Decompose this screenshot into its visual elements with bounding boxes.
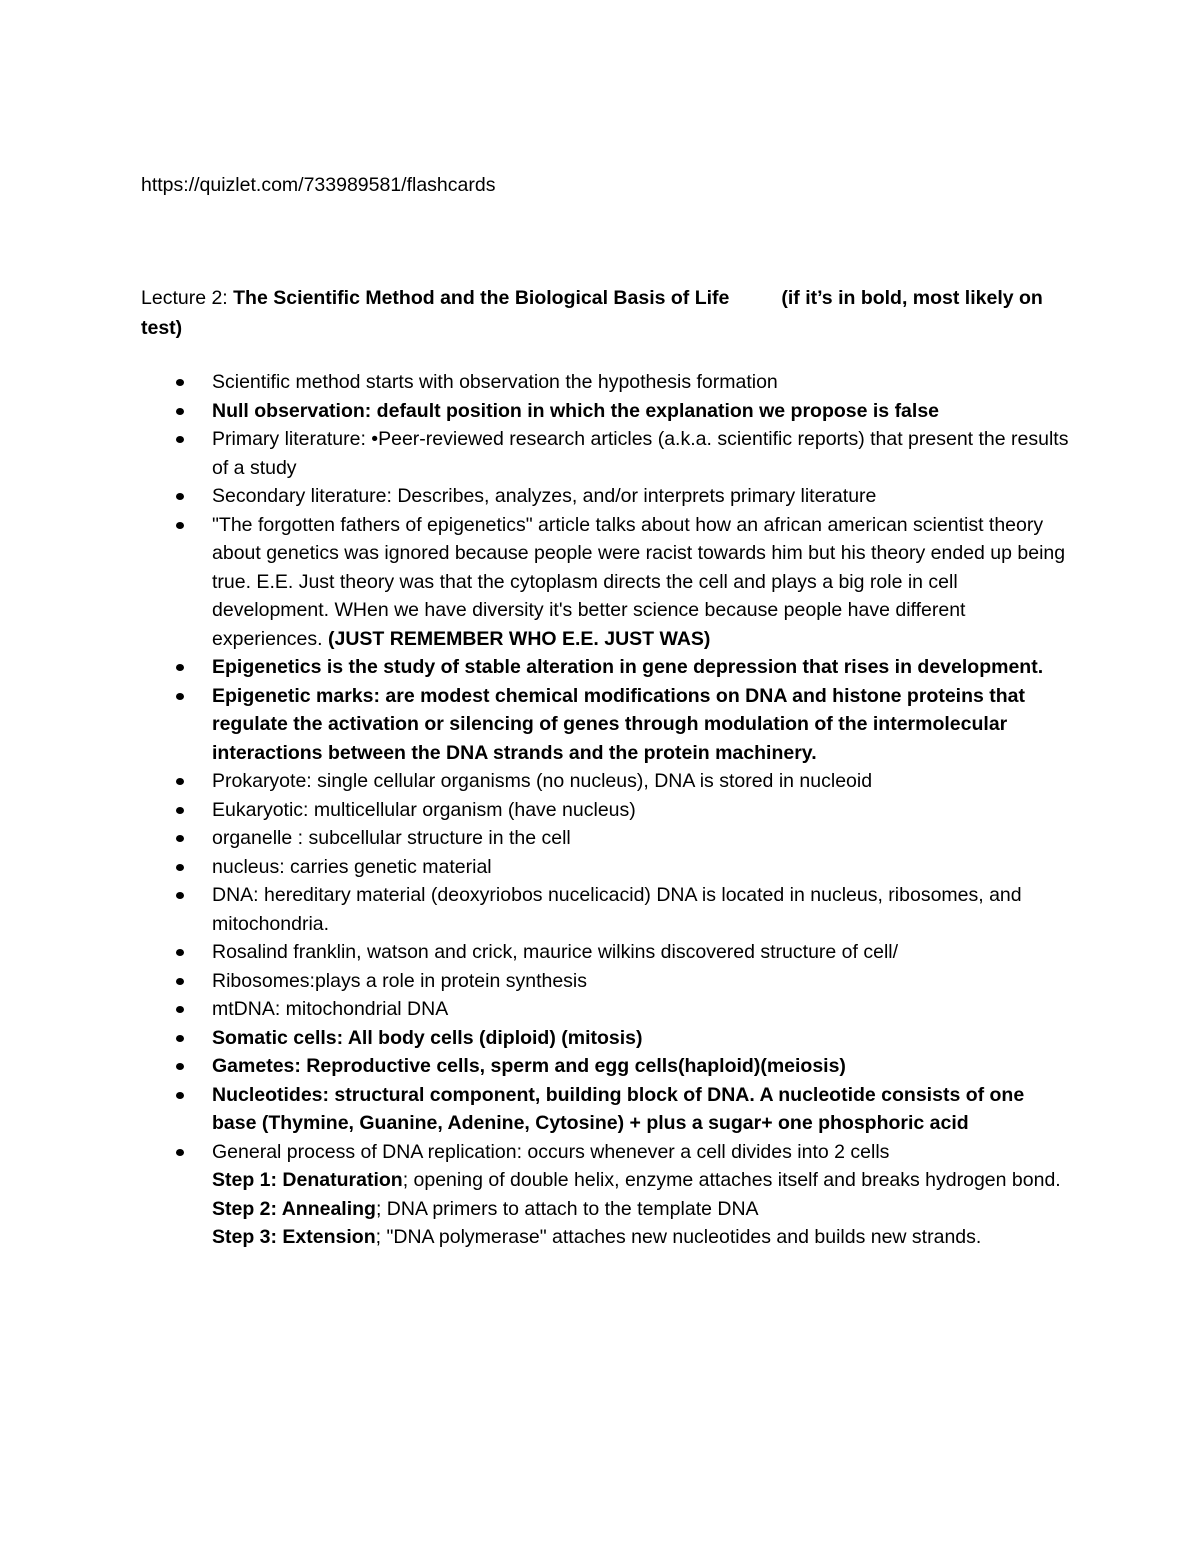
notes-list bbox=[212, 368, 1072, 1252]
lecture-heading bbox=[141, 283, 1061, 343]
note-text: Nucleotides: structural component, building block of DNA. A nucleotide consists of one base (Thymine, Guanine, Adenine, Cytosine) + plus a sugar+ one phosphoric acid bbox=[212, 1083, 1025, 1134]
note-text: Epigenetic marks: are modest chemical modifications on DNA and histone proteins that regulate the activation or silencing of genes through modulation of the intermolecular interactions between the DNA strands and the protein machinery. bbox=[212, 684, 1026, 764]
step-label: Step 2: Annealing bbox=[212, 1197, 376, 1220]
replication-step bbox=[212, 1195, 1072, 1224]
note-bold-tail: (JUST REMEMBER WHO E.E. JUST WAS) bbox=[327, 627, 711, 650]
note-text: Scientific method starts with observation the hypothesis formation bbox=[212, 371, 778, 393]
note-text: DNA: hereditary material (deoxyriobos nucelicacid) DNA is located in nucleus, ribosomes, and mitochondria. bbox=[212, 884, 1022, 935]
note-item bbox=[212, 796, 1072, 825]
bullet-icon bbox=[176, 978, 184, 985]
bullet-icon bbox=[176, 1035, 184, 1042]
note-item bbox=[212, 1081, 1072, 1138]
note-item bbox=[212, 397, 1072, 426]
note-item bbox=[212, 1052, 1072, 1081]
note-item bbox=[212, 881, 1072, 938]
replication-step bbox=[212, 1166, 1072, 1195]
note-text: Somatic cells: All body cells (diploid) (mitosis) bbox=[212, 1026, 643, 1049]
note-text: Eukaryotic: multicellular organism (have nucleus) bbox=[212, 798, 636, 821]
note-item bbox=[212, 511, 1072, 654]
note-item bbox=[212, 938, 1072, 967]
bullet-icon bbox=[176, 864, 184, 871]
note-text: Epigenetics is the study of stable alteration in gene depression that rises in development. bbox=[212, 656, 1044, 678]
note-item bbox=[212, 368, 1072, 397]
bullet-icon bbox=[176, 693, 184, 700]
note-text: "The forgotten fathers of epigenetics" article talks about how an african american scientist theory about genetics was ignored because people were racist towards him but his theory ended up being true. E.E. Just theory was that the cytoplasm directs the cell and plays a big role in cell development. WHen we have diversity it's better science because people have different experiences. bbox=[212, 513, 1066, 650]
bullet-icon bbox=[176, 807, 184, 814]
replication-step bbox=[212, 1223, 1072, 1252]
note-item bbox=[212, 967, 1072, 996]
note-text: Secondary literature: Describes, analyzes, and/or interprets primary literature bbox=[212, 485, 877, 507]
note-item bbox=[212, 482, 1072, 511]
note-text: Primary literature: •Peer-reviewed research articles (a.k.a. scientific reports) that present the results of a study bbox=[212, 428, 1069, 479]
bullet-icon bbox=[176, 1149, 184, 1156]
bullet-icon bbox=[176, 892, 184, 899]
lecture-prefix: Lecture 2: bbox=[141, 287, 234, 309]
bullet-icon bbox=[176, 436, 184, 443]
step-text: ; opening of double helix, enzyme attaches itself and breaks hydrogen bond. bbox=[402, 1169, 1061, 1191]
bullet-icon bbox=[176, 522, 184, 529]
note-text: mtDNA: mitochondrial DNA bbox=[212, 998, 449, 1020]
bullet-icon bbox=[176, 379, 184, 386]
note-text: nucleus: carries genetic material bbox=[212, 855, 492, 878]
step-label: Step 3: Extension bbox=[212, 1226, 376, 1248]
bullet-icon bbox=[176, 408, 184, 415]
bullet-icon bbox=[176, 1006, 184, 1013]
bullet-icon bbox=[176, 835, 184, 842]
bullet-icon bbox=[176, 949, 184, 956]
bullet-icon bbox=[176, 1092, 184, 1099]
note-text: Prokaryote: single cellular organisms (no nucleus), DNA is stored in nucleoid bbox=[212, 770, 873, 792]
note-item bbox=[212, 853, 1072, 882]
note-text: Null observation: default position in which the explanation we propose is false bbox=[212, 399, 940, 422]
lecture-title: The Scientific Method and the Biological Basis of Life bbox=[233, 287, 730, 309]
bullet-icon bbox=[176, 664, 184, 671]
note-item bbox=[212, 682, 1072, 768]
step-text: ; DNA primers to attach to the template DNA bbox=[375, 1197, 759, 1220]
note-text: Ribosomes:plays a role in protein synthesis bbox=[212, 969, 588, 992]
note-item bbox=[212, 995, 1072, 1024]
note-item bbox=[212, 1138, 1072, 1252]
bullet-icon bbox=[176, 778, 184, 785]
quizlet-url[interactable]: https://quizlet.com/733989581/flashcards bbox=[141, 174, 496, 196]
step-label: Step 1: Denaturation bbox=[212, 1169, 403, 1191]
note-item bbox=[212, 653, 1072, 682]
note-item bbox=[212, 1024, 1072, 1053]
note-text: Gametes: Reproductive cells, sperm and egg cells(haploid)(meiosis) bbox=[212, 1055, 846, 1077]
note-text: organelle : subcellular structure in the cell bbox=[212, 827, 571, 849]
step-text: ; "DNA polymerase" attaches new nucleotides and builds new strands. bbox=[375, 1226, 982, 1248]
note-text: Rosalind franklin, watson and crick, maurice wilkins discovered structure of cell/ bbox=[212, 941, 899, 963]
note-item bbox=[212, 824, 1072, 853]
bullet-icon bbox=[176, 493, 184, 500]
bold-note: (if it’s in bold, most likely on test) bbox=[141, 287, 1043, 339]
note-item bbox=[212, 767, 1072, 796]
bullet-icon bbox=[176, 1063, 184, 1070]
note-item bbox=[212, 425, 1072, 482]
note-text: General process of DNA replication: occurs whenever a cell divides into 2 cells bbox=[212, 1140, 890, 1163]
